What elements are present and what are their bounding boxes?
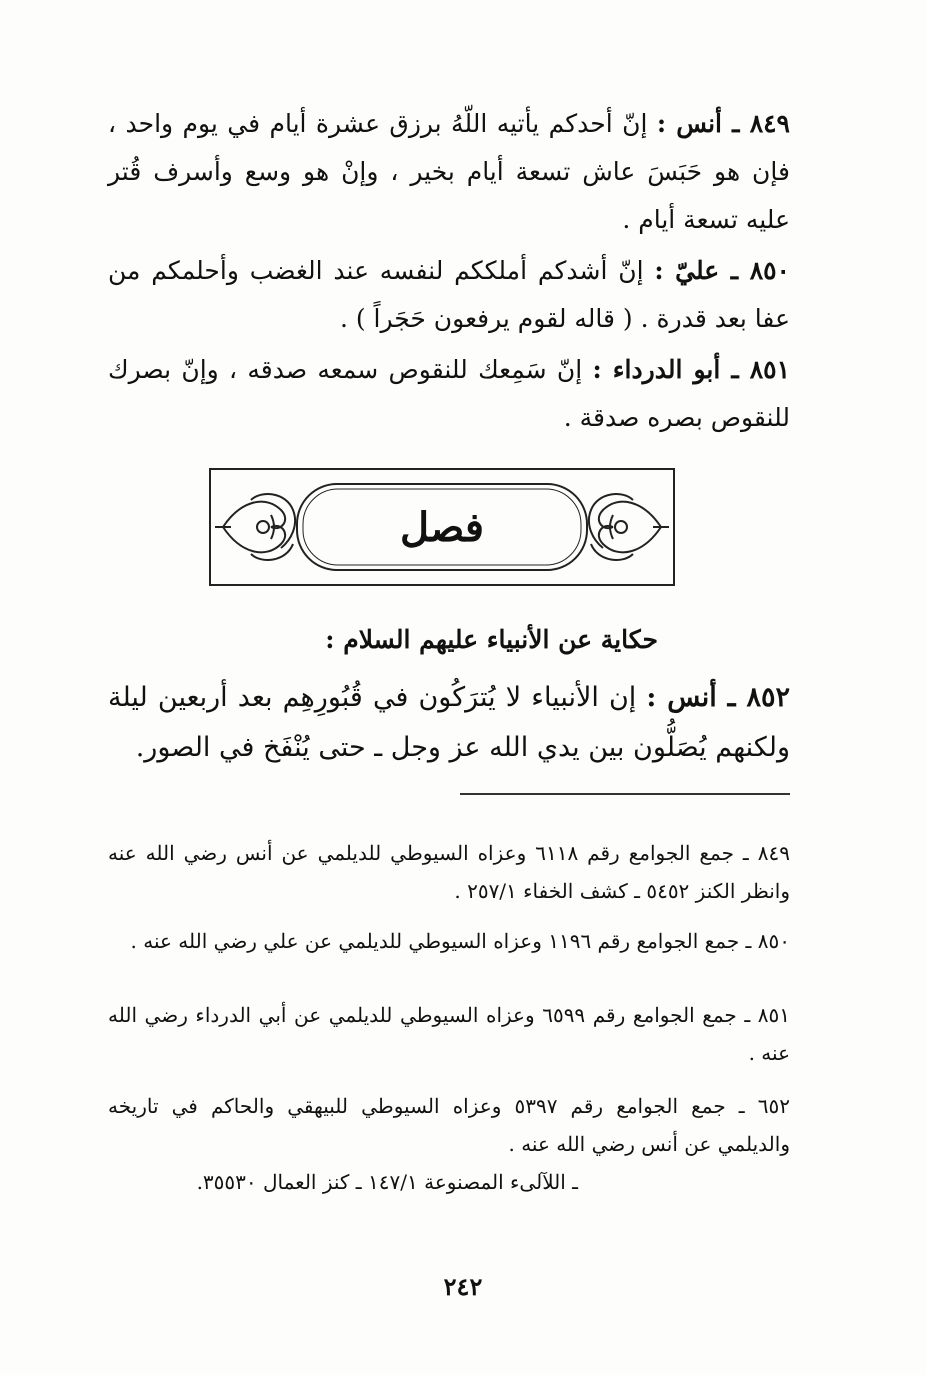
hadith-text: إنّ سَمِعك للنقوص سمعه صدقه ، وإنّ بصرك للنقوص بصره صدقة . (108, 355, 790, 432)
footnote-851: ٨٥١ ـ جمع الجوامع رقم ٦٥٩٩ وعزاه السيوطي للديلمي عن أبي الدرداء رضي الله عنه . (108, 1003, 790, 1065)
footnote-divider (460, 793, 790, 795)
section-heading: حكاية عن الأنبياء عليهم السلام : (325, 625, 658, 654)
hadith-text: إن الأنبياء لا يُترَكُون في قُبُورِهِم بعد أربعين ليلة ولكنهم يُصَلُّون بين يدي الله عز وجل ـ حتى يُنْفَخ في الصور. (108, 682, 790, 763)
page-number: ٢٤٢ (443, 1272, 483, 1301)
hadith-text: إنّ أشدكم أملككم لنفسه عند الغضب وأحلمكم من عفا بعد قدرة . ( قاله لقوم يرفعون حَجَراً ) . (108, 256, 790, 333)
footnote-850: ٨٥٠ ـ جمع الجوامع رقم ١١٩٦ وعزاه السيوطي للديلمي عن علي رضي الله عنه . (130, 929, 790, 953)
section-title: فصل (399, 504, 485, 551)
hadith-number: ٨٥٠ ـ عليّ : (654, 256, 790, 285)
footnote-852-continued: ـ اللآلىء المصنوعة ١٤٧/١ ـ كنز العمال ٣٥٥٣٠. (196, 1170, 578, 1194)
hadith-850 (108, 247, 790, 343)
footnote-849: ٨٤٩ ـ جمع الجوامع رقم ٦١١٨ وعزاه السيوطي للديلمي عن أنس رضي الله عنه وانظر الكنز ٥٤٥٢ ـ كشف الخفاء ٢٥٧/١ . (108, 841, 790, 903)
hadith-number: ٨٥٢ ـ أنس : (646, 682, 791, 713)
hadith-851 (108, 346, 790, 442)
hadith-text: إنّ أحدكم يأتيه اللّهُ برزق عشرة أيام في يوم واحد ، فإن هو حَبَسَ عاش تسعة أيام بخير ، وإنْ هو وسع وأسرف قُتر عليه تسعة أيام . (108, 109, 790, 234)
hadith-849 (108, 100, 790, 244)
section-ornament-box (209, 468, 675, 586)
hadith-852 (108, 673, 790, 773)
footnote-852: ٦٥٢ ـ جمع الجوامع رقم ٥٣٩٧ وعزاه السيوطي للبيهقي والحاكم في تاريخه والديلمي عن أنس رضي الله عنه . (108, 1094, 790, 1156)
hadith-number: ٨٥١ ـ أبو الدرداء : (592, 355, 791, 384)
hadith-number: ٨٤٩ ـ أنس : (656, 109, 790, 138)
